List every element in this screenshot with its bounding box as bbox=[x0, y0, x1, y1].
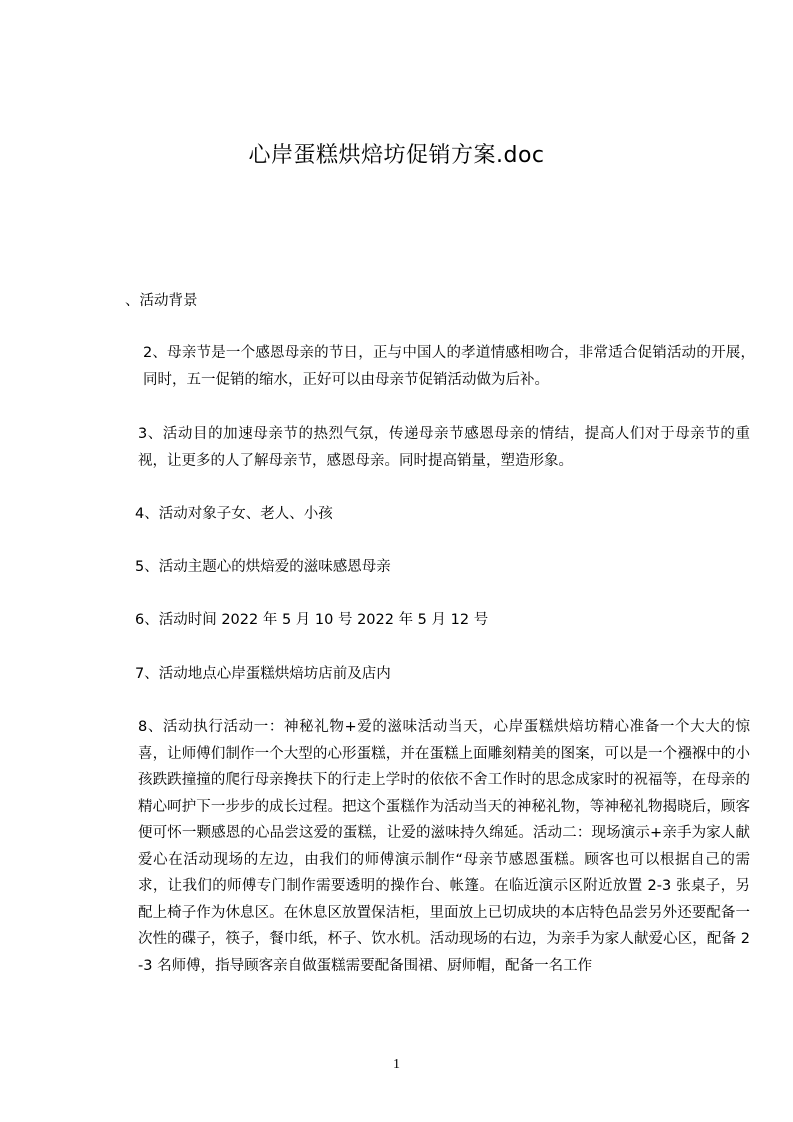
paragraph-activity-background: 、活动背景 bbox=[125, 293, 198, 309]
paragraph-activity-time: 6、活动时间 2022 年 5 月 10 号 2022 年 5 月 12 号 bbox=[135, 612, 489, 628]
document-title: 心岸蛋糕烘焙坊促销方案.doc bbox=[248, 143, 545, 168]
paragraph-activity-audience: 4、活动对象子女、老人、小孩 bbox=[135, 506, 333, 522]
paragraph-activity-purpose: 3、活动目的加速母亲节的热烈气氛，传递母亲节感恩母亲的情结，提高人们对于母亲节的重视，让更多的人了解母亲节，感恩母亲。同时提高销量，塑造形象。 bbox=[138, 426, 750, 469]
paragraph-activity-theme: 5、活动主题心的烘焙爱的滋味感恩母亲 bbox=[135, 559, 391, 575]
paragraph-activity-location: 7、活动地点心岸蛋糕烘焙坊店前及店内 bbox=[135, 666, 391, 682]
paragraph-mothers-day-intro: 2、母亲节是一个感恩母亲的节日，正与中国人的孝道情感相吻合，非常适合促销活动的开展，同时，五一促销的缩水，正好可以由母亲节促销活动做为后补。 bbox=[143, 345, 755, 388]
page-number: 1 bbox=[393, 1057, 400, 1072]
paragraph-activity-execution: 8、活动执行活动一：神秘礼物+爱的滋味活动当天，心岸蛋糕烘焙坊精心准备一个大大的惊喜，让师傅们制作一个大型的心形蛋糕，并在蛋糕上面雕刻精美的图案，可以是一个襁褓中的小孩跌跌撞撞的爬行母亲搀扶下的行走上学时的依依不舍工作时的思念成家时的祝福等，在母亲的精心呵护下一步步的成长过程。把这个蛋糕作为活动当天的神秘礼物，等神秘礼物揭晓后，顾客便可怀一颗感恩的心品尝这爱的蛋糕，让爱的滋味持久绵延。活动二：现场演示+亲手为家人献爱心在活动现场的左边，由我们的师傅演示制作“母亲节感恩蛋糕。顾客也可以根据自己的需求，让我们的师傅专门制作需要透明的操作台、帐篷。在临近演示区附近放置 2-3 张桌子，另配上椅子作为休息区。在休息区放置保洁柜，里面放上已切成块的本店特色品尝另外还要配备一次性的碟子，筷子，餐巾纸，杯子、饮水机。活动现场的右边，为亲手为家人献爱心区，配备 2-3 名师傅，指导顾客亲自做蛋糕需要配备围裙、厨师帽，配备一名工作 bbox=[138, 719, 750, 974]
